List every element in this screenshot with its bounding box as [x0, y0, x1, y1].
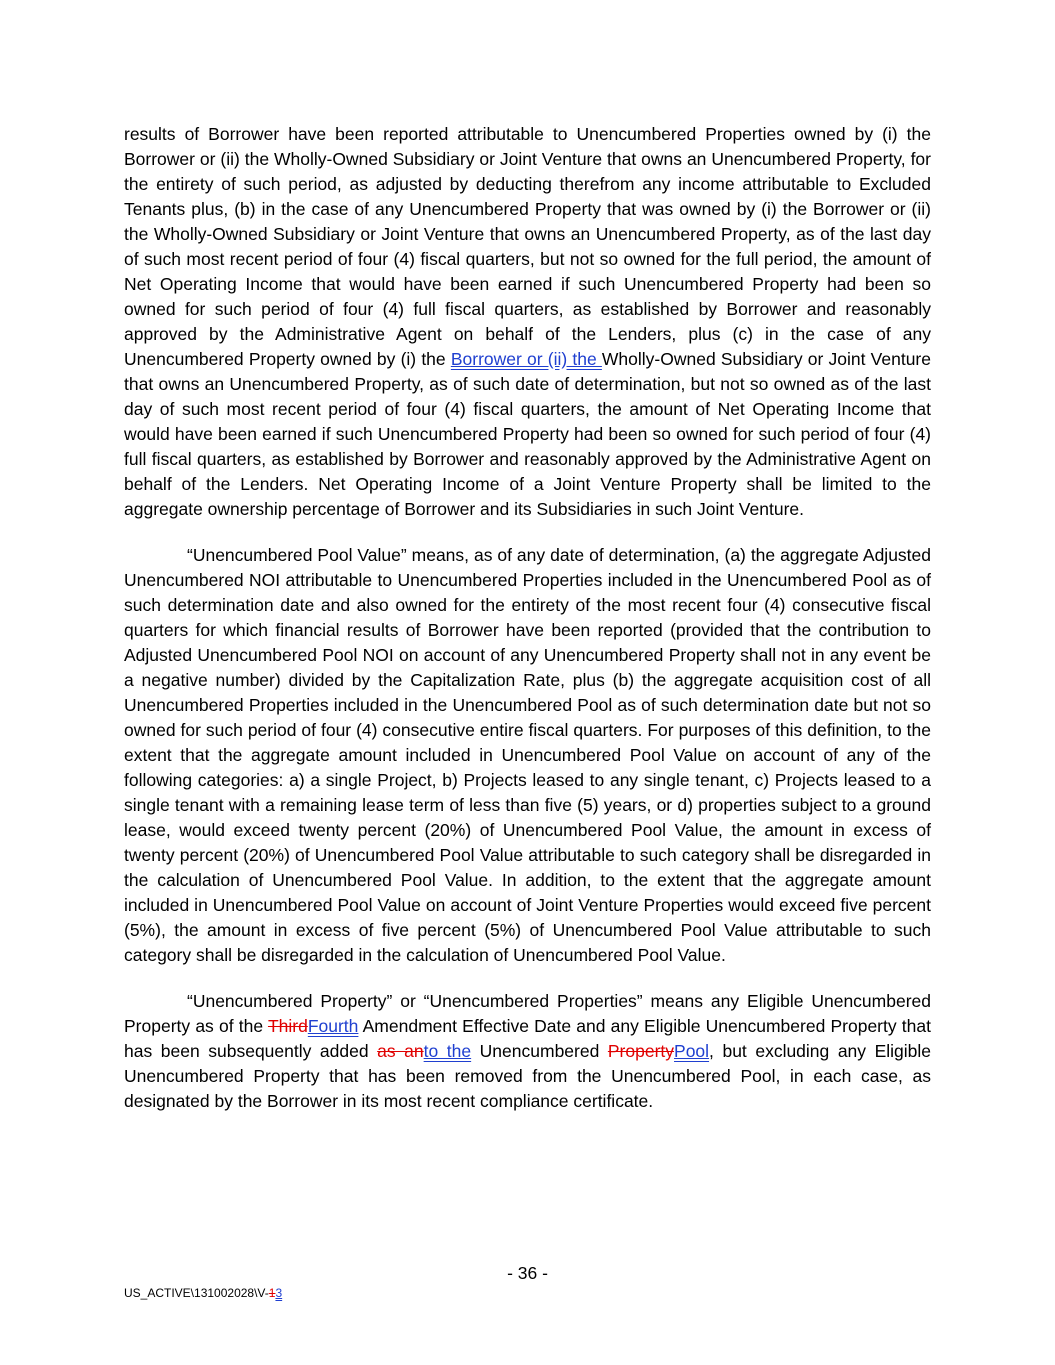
- definition-unencumbered-pool-value: [124, 543, 931, 968]
- inserted-text: Fourth: [307, 1016, 359, 1036]
- page-number: - 36 -: [507, 1263, 548, 1283]
- paragraph-text: “Unencumbered Property” or “Unencumbered Properties” means any Eligible Unencumbered Property as of the: [124, 991, 931, 1036]
- paragraph-text: results of Borrower have been reported attributable to Unencumbered Properties owned by (i) the Borrower or (ii) the Wholly-Owned Subsidiary or Joint Venture that owns an Unencumbered Property, for the entirety of such period, as adjusted by deducting therefrom any income attributable to Excluded Tenants plus, (b) in the case of any Unencumbered Property that was owned by (i) the Borrower or (ii) the Wholly-Owned Subsidiary or Joint Venture that owns an Unencumbered Property, as of the last day of such most recent period of four (4) fiscal quarters, but not so owned for the full period, the amount of Net Operating Income that would have been earned if such Unencumbered Property had been so owned for such period of four (4) full fiscal quarters, as established by Borrower and reasonably approved by the Administrative Agent on behalf of the Lenders, plus (c) in the case of any Unencumbered Property owned by (i) the: [124, 124, 931, 369]
- document-body: [124, 122, 931, 1114]
- document-id-prefix: US_ACTIVE\131002028\V-: [124, 1286, 269, 1300]
- inserted-text: Pool: [674, 1041, 710, 1061]
- paragraph-text: , but excluding any Eligible Unencumbered Property that has been removed from the Unencumbered Pool, in each case, as designated by the Borrower in its most recent compliance certificate.: [124, 1041, 932, 1111]
- inserted-text: Borrower or (ii) the: [450, 349, 602, 369]
- inserted-text: to the: [423, 1041, 472, 1061]
- definition-paragraph-continued: [124, 122, 931, 522]
- paragraph-text: “Unencumbered Pool Value” means, as of any date of determination, (a) the aggregate Adjusted Unencumbered NOI attributable to Unencumbered Properties included in the Unencumbered Pool as of such determination date and also owned for the entirety of the most recent four (4) consecutive fiscal quarters for which financial results of Borrower have been reported (provided that the contribution to Adjusted Unencumbered Pool NOI on account of any Unencumbered Property shall not in any event be a negative number) divided by the Capitalization Rate, plus (b) the aggregate acquisition cost of all Unencumbered Properties included in the Unencumbered Pool as of such determination date but not so owned for such period of four (4) consecutive entire fiscal quarters. For purposes of this definition, to the extent that the aggregate amount included in Unencumbered Pool Value on account of any of the following categories: a) a single Project, b) Projects leased to any single tenant, c) Projects leased to a single tenant with a remaining lease term of less than five (5) years, or d) properties subject to a ground lease, would exceed twenty percent (20%) of Unencumbered Pool Value, the amount in excess of twenty percent (20%) of Unencumbered Pool Value attributable to such category shall be disregarded in the calculation of Unencumbered Pool Value. In addition, to the extent that the aggregate amount included in Unencumbered Pool Value on account of Joint Venture Properties would exceed five percent (5%), the amount in excess of five percent (5%) of Unencumbered Pool Value attributable to such category shall be disregarded in the calculation of Unencumbered Pool Value.: [124, 545, 931, 965]
- document-id-deleted-version: 1: [268, 1286, 276, 1300]
- deleted-text: Third: [267, 1016, 308, 1036]
- paragraph-text: Amendment Effective Date and any Eligible Unencumbered Property that has been subsequently added: [124, 1016, 931, 1061]
- deleted-text: as an: [377, 1041, 424, 1061]
- document-id-inserted-version: 3: [275, 1286, 283, 1300]
- document-id: [124, 1285, 282, 1301]
- paragraph-text: Wholly-Owned Subsidiary or Joint Venture that owns an Unencumbered Property, as of such date of determination, but not so owned as of the last day of such most recent period of four (4) fiscal quarters, the amount of Net Operating Income that would have been earned if such Unencumbered Property had been so owned for such period of four (4) full fiscal quarters, as established by Borrower and reasonably approved by the Administrative Agent on behalf of the Lenders. Net Operating Income of a Joint Venture Property shall be limited to the aggregate ownership percentage of Borrower and its Subsidiaries in such Joint Venture.: [124, 349, 931, 519]
- deleted-text: Property: [607, 1041, 675, 1061]
- paragraph-text: Unencumbered: [471, 1041, 608, 1061]
- definition-unencumbered-property: [124, 989, 931, 1114]
